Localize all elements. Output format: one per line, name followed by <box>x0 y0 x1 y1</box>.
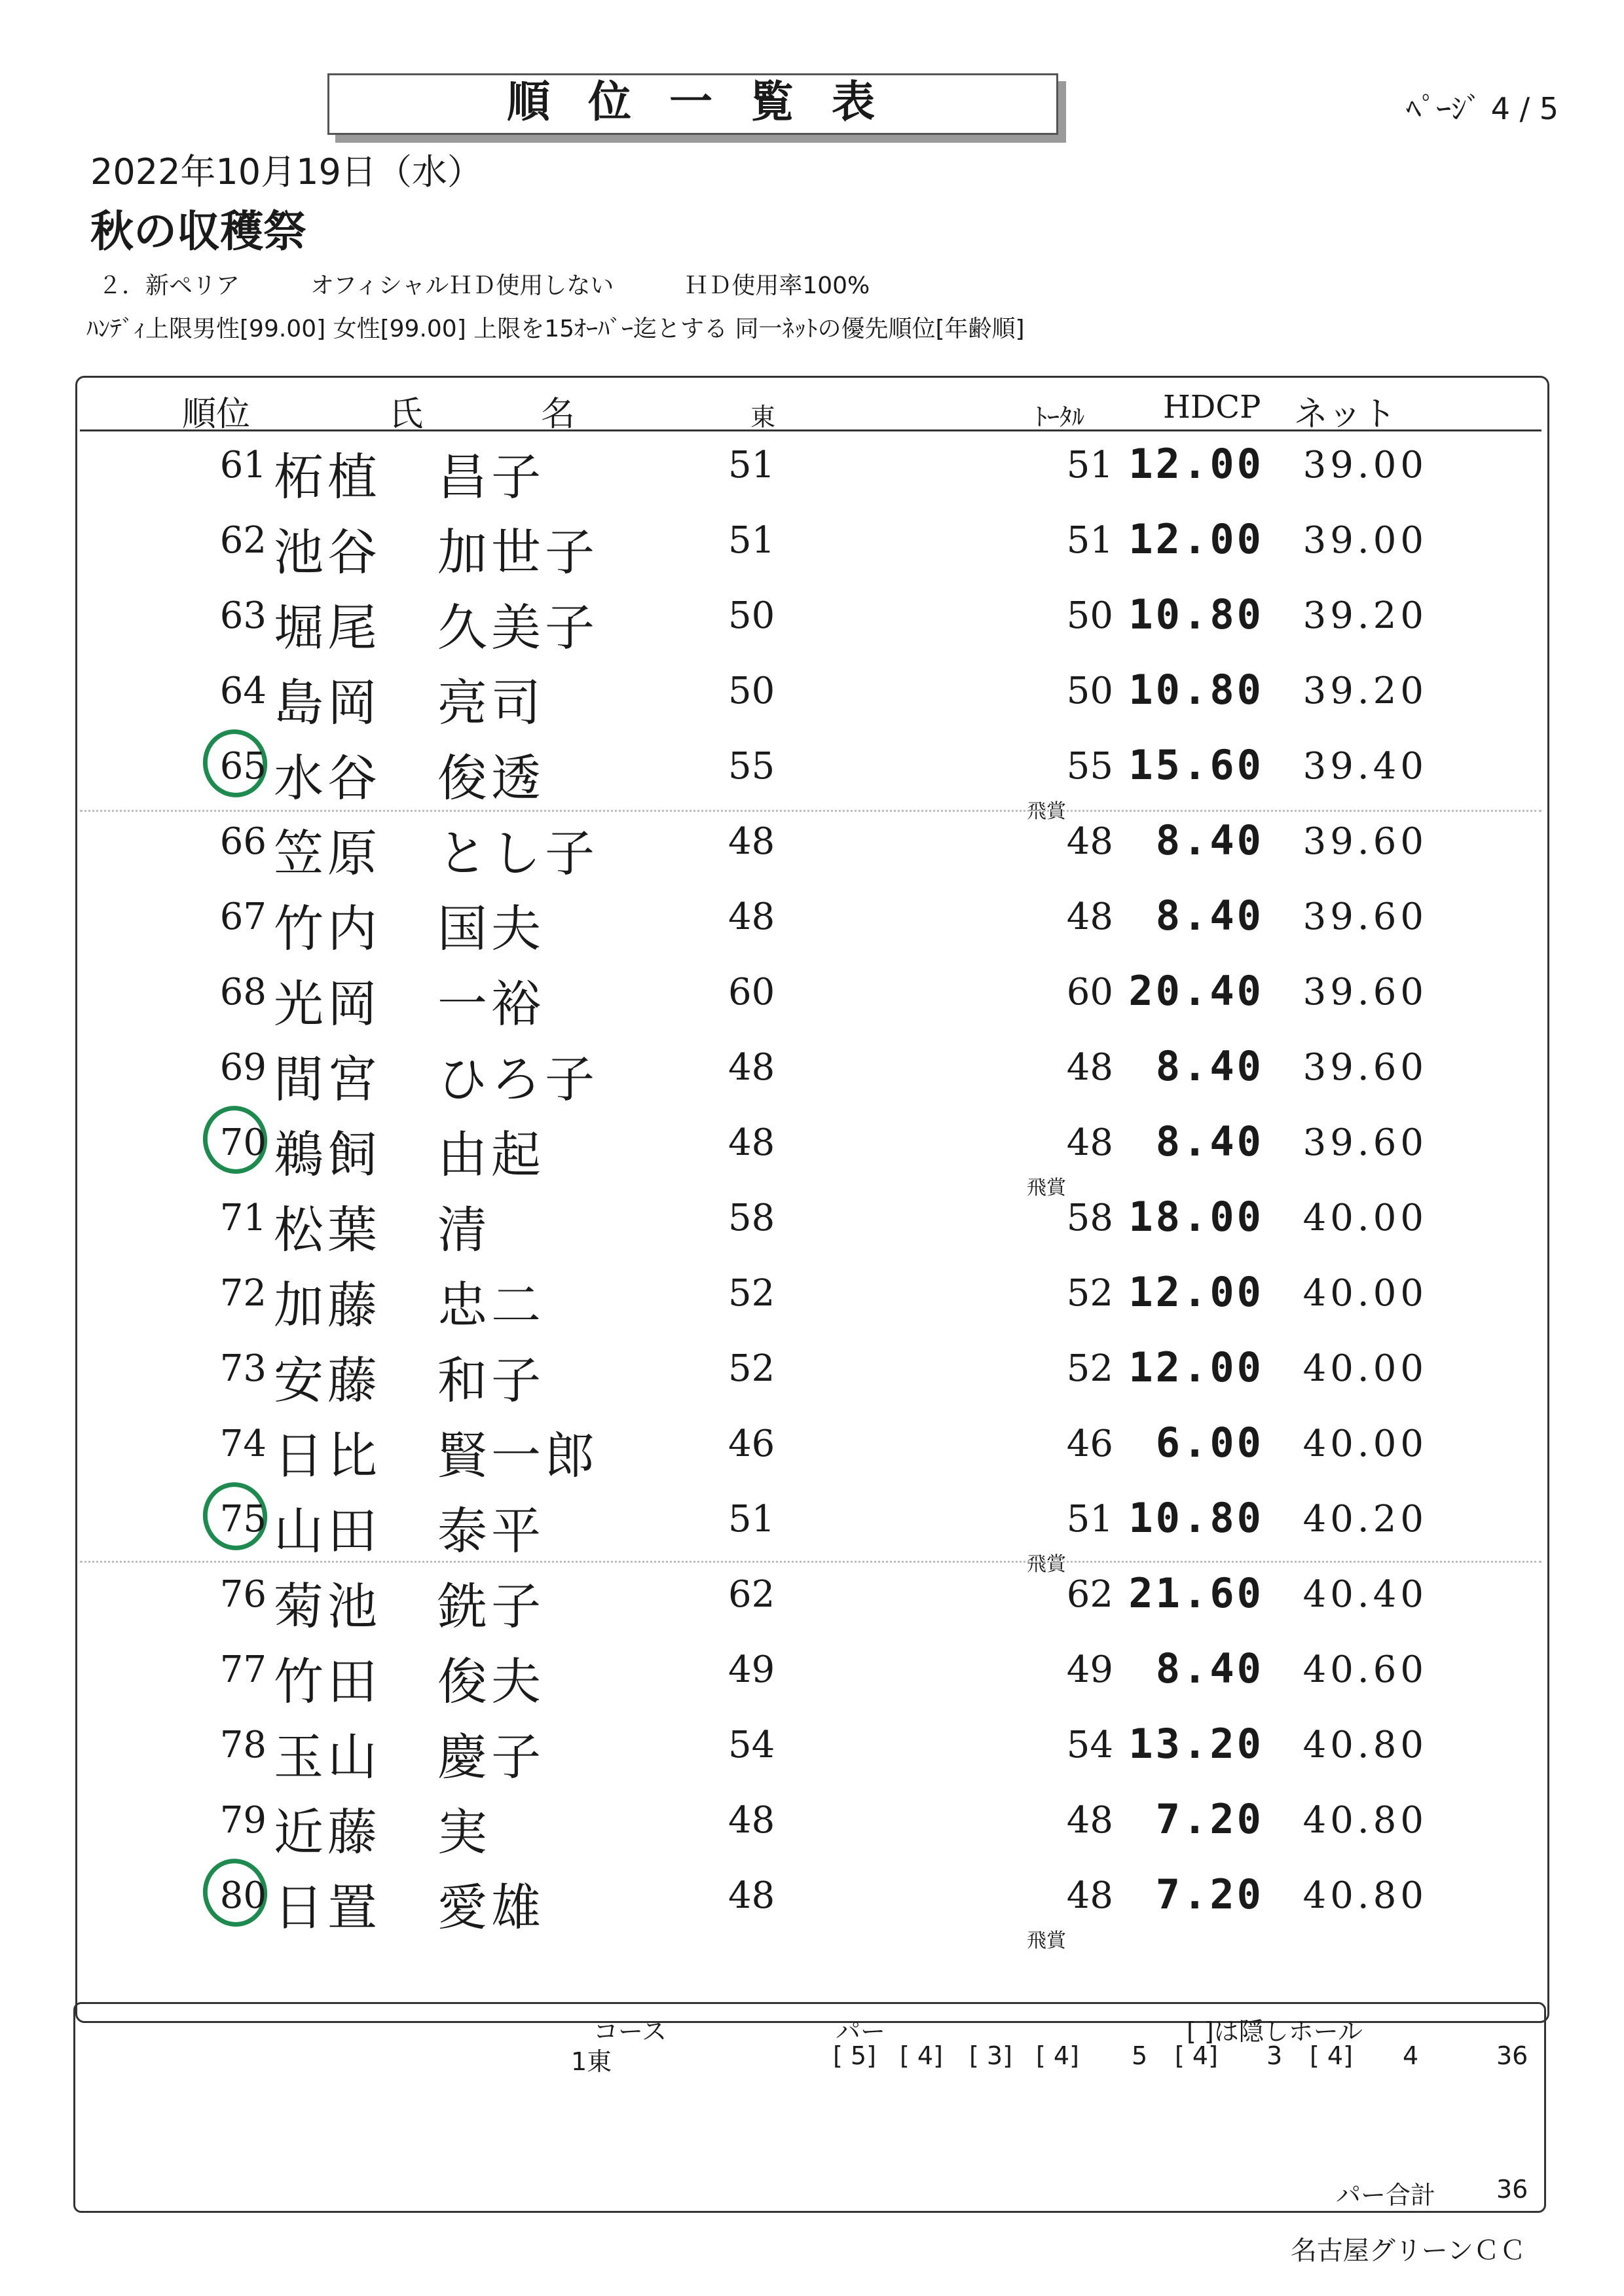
table-row <box>0 802 1624 883</box>
east-score-cell: 48 <box>728 896 775 938</box>
given-name-cell: 俊夫 <box>437 1652 545 1711</box>
prize-mark: 飛賞 <box>1027 1553 1066 1576</box>
hole-par: 4 <box>1403 2041 1419 2070</box>
table-row <box>0 1555 1624 1635</box>
rank-cell: 74 <box>219 1423 267 1465</box>
table-row <box>0 1705 1624 1786</box>
total-score-cell: 48 <box>1066 1046 1113 1089</box>
header-net: ネット <box>1294 395 1397 434</box>
surname-cell: 堀尾 <box>274 598 381 657</box>
rank-cell: 75 <box>219 1498 267 1540</box>
east-score-cell: 49 <box>728 1649 775 1691</box>
net-score-cell: 40.80 <box>1302 1724 1428 1766</box>
surname-cell: 間宮 <box>274 1050 381 1108</box>
surname-cell: 山田 <box>274 1502 381 1560</box>
hole-par: [ 5] <box>833 2041 876 2070</box>
table-row <box>0 1178 1624 1259</box>
surname-cell: 近藤 <box>274 1803 381 1861</box>
hole-par: 3 <box>1266 2041 1283 2070</box>
event-date: 2022年10月19日（水） <box>90 151 483 192</box>
total-score-cell: 48 <box>1066 896 1113 938</box>
rank-cell: 61 <box>219 444 267 486</box>
net-score-cell: 40.60 <box>1302 1649 1428 1691</box>
east-score-cell: 62 <box>728 1573 775 1616</box>
hole-par: 5 <box>1132 2041 1148 2070</box>
given-name-cell: 実 <box>437 1803 491 1861</box>
hdcp-cell: 12.00 <box>1128 515 1264 563</box>
surname-cell: 柘植 <box>274 448 381 506</box>
rank-cell: 79 <box>219 1799 267 1842</box>
net-score-cell: 39.60 <box>1302 971 1428 1013</box>
table-row <box>0 1329 1624 1410</box>
hdcp-cell: 8.40 <box>1155 816 1264 864</box>
hdcp-cell: 8.40 <box>1155 892 1264 939</box>
given-name-cell: 銑子 <box>437 1577 545 1635</box>
hole-par: [ 4] <box>1310 2041 1353 2070</box>
table-row <box>0 953 1624 1033</box>
total-score-cell: 52 <box>1066 1272 1113 1315</box>
hdcp-cell: 10.80 <box>1128 666 1264 714</box>
table-row <box>0 576 1624 657</box>
surname-cell: 竹田 <box>274 1652 381 1711</box>
given-name-cell: 由起 <box>437 1125 545 1184</box>
surname-cell: 光岡 <box>274 975 381 1033</box>
hole-par: [ 4] <box>900 2041 943 2070</box>
east-score-cell: 52 <box>728 1347 775 1390</box>
surname-cell: 菊池 <box>274 1577 381 1635</box>
hdcp-cell: 21.60 <box>1128 1569 1264 1617</box>
total-score-cell: 50 <box>1066 594 1113 637</box>
page-title: 順位一覧表 <box>507 77 913 127</box>
surname-cell: 鵜飼 <box>274 1125 381 1184</box>
net-score-cell: 39.20 <box>1302 670 1428 712</box>
surname-cell: 加藤 <box>274 1276 381 1334</box>
header-name-2: 名 <box>541 395 576 434</box>
table-row <box>0 501 1624 581</box>
hdcp-cell: 15.60 <box>1128 741 1264 789</box>
surname-cell: 安藤 <box>274 1351 381 1410</box>
hdcp-cell: 20.40 <box>1128 967 1264 1015</box>
total-score-cell: 60 <box>1066 971 1113 1013</box>
east-score-cell: 60 <box>728 971 775 1013</box>
table-row <box>0 727 1624 823</box>
header-rank: 順位 <box>182 395 251 434</box>
rank-cell: 65 <box>219 745 267 788</box>
total-score-cell: 55 <box>1066 745 1113 788</box>
given-name-cell: 和子 <box>437 1351 545 1410</box>
rank-cell: 80 <box>219 1874 267 1917</box>
total-score-cell: 62 <box>1066 1573 1113 1616</box>
east-score-cell: 48 <box>728 1121 775 1164</box>
total-score-cell: 49 <box>1066 1649 1113 1691</box>
hdcp-cell: 8.40 <box>1155 1118 1264 1165</box>
given-name-cell: 国夫 <box>437 900 545 958</box>
course-name: 1東 <box>571 2047 612 2076</box>
given-name-cell: 昌子 <box>437 448 545 506</box>
east-score-cell: 51 <box>728 1498 775 1540</box>
surname-cell: 島岡 <box>274 674 381 732</box>
net-score-cell: 39.00 <box>1302 519 1428 562</box>
rank-cell: 62 <box>219 519 267 562</box>
hdcp-cell: 7.20 <box>1155 1795 1264 1843</box>
hdcp-cell: 7.20 <box>1155 1870 1264 1918</box>
header-total: ﾄｰﾀﾙ <box>1035 403 1085 431</box>
table-row <box>0 1028 1624 1108</box>
total-score-cell: 48 <box>1066 1874 1113 1917</box>
course-label: コース <box>593 2017 667 2046</box>
total-score-cell: 51 <box>1066 444 1113 486</box>
hdcp-cell: 10.80 <box>1128 1494 1264 1542</box>
net-score-cell: 40.00 <box>1302 1197 1428 1239</box>
hdcp-cell: 10.80 <box>1128 591 1264 638</box>
rank-cell: 68 <box>219 971 267 1013</box>
hdcp-cell: 12.00 <box>1128 1343 1264 1391</box>
net-score-cell: 39.60 <box>1302 820 1428 863</box>
settings-line-2: ﾊﾝﾃﾞｨ上限男性[99.00] 女性[99.00] 上限を15ｵｰﾊﾞｰ迄とする 同一ﾈｯﾄの優先順位[年齢順] <box>86 316 1025 342</box>
total-score-cell: 50 <box>1066 670 1113 712</box>
rank-cell: 67 <box>219 896 267 938</box>
given-name-cell: 泰平 <box>437 1502 545 1560</box>
hdcp-cell: 12.00 <box>1128 1268 1264 1316</box>
given-name-cell: 慶子 <box>437 1728 545 1786</box>
total-score-cell: 46 <box>1066 1423 1113 1465</box>
table-row <box>0 1103 1624 1199</box>
given-name-cell: 愛雄 <box>437 1878 545 1937</box>
east-score-cell: 48 <box>728 1874 775 1917</box>
prize-mark: 飛賞 <box>1027 1176 1066 1199</box>
prize-mark: 飛賞 <box>1027 800 1066 823</box>
table-row <box>0 1630 1624 1711</box>
east-score-cell: 51 <box>728 519 775 562</box>
net-score-cell: 40.80 <box>1302 1799 1428 1842</box>
table-row <box>0 1404 1624 1485</box>
given-name-cell: 一裕 <box>437 975 545 1033</box>
given-name-cell: 亮司 <box>437 674 545 732</box>
total-score-cell: 58 <box>1066 1197 1113 1239</box>
rank-cell: 64 <box>219 670 267 712</box>
net-score-cell: 39.40 <box>1302 745 1428 788</box>
hdcp-cell: 8.40 <box>1155 1645 1264 1692</box>
given-name-cell: 忠二 <box>437 1276 545 1334</box>
table-row <box>0 1856 1624 1952</box>
total-score-cell: 51 <box>1066 1498 1113 1540</box>
net-score-cell: 39.60 <box>1302 1046 1428 1089</box>
given-name-cell: 久美子 <box>437 598 599 657</box>
table-row <box>0 1254 1624 1334</box>
rank-cell: 73 <box>219 1347 267 1390</box>
surname-cell: 松葉 <box>274 1201 381 1259</box>
rank-cell: 63 <box>219 594 267 637</box>
rank-cell: 72 <box>219 1272 267 1315</box>
table-row <box>0 651 1624 732</box>
net-score-cell: 39.20 <box>1302 594 1428 637</box>
east-score-cell: 54 <box>728 1724 775 1766</box>
given-name-cell: とし子 <box>437 824 599 883</box>
total-score-cell: 48 <box>1066 1121 1113 1164</box>
net-score-cell: 39.00 <box>1302 444 1428 486</box>
table-row <box>0 1480 1624 1576</box>
surname-cell: 水谷 <box>274 749 381 807</box>
hole-par: [ 4] <box>1175 2041 1218 2070</box>
rank-cell: 76 <box>219 1573 267 1616</box>
total-score-cell: 52 <box>1066 1347 1113 1390</box>
rank-cell: 66 <box>219 820 267 863</box>
par-total-label: パー合計 <box>1336 2181 1436 2210</box>
net-score-cell: 40.00 <box>1302 1272 1428 1315</box>
club-name: 名古屋グリーンＣＣ <box>1290 2236 1526 2266</box>
rank-cell: 78 <box>219 1724 267 1766</box>
surname-cell: 竹内 <box>274 900 381 958</box>
prize-mark: 飛賞 <box>1027 1929 1066 1952</box>
table-row <box>0 877 1624 958</box>
net-score-cell: 40.80 <box>1302 1874 1428 1917</box>
hole-par: [ 3] <box>969 2041 1012 2070</box>
given-name-cell: 俊透 <box>437 749 545 807</box>
surname-cell: 玉山 <box>274 1728 381 1786</box>
settings-line-1: ２．新ペリア オフィシャルＨＤ使用しない ＨＤ使用率100% <box>98 272 870 299</box>
table-row <box>0 1781 1624 1861</box>
page-indicator: ﾍﾟｰｼﾞ 4 / 5 <box>1406 91 1559 126</box>
hdcp-cell: 18.00 <box>1128 1193 1264 1241</box>
east-score-cell: 50 <box>728 594 775 637</box>
east-score-cell: 48 <box>728 1799 775 1842</box>
rank-cell: 77 <box>219 1649 267 1691</box>
given-name-cell: 清 <box>437 1201 491 1259</box>
header-hdcp: HDCP <box>1163 389 1261 426</box>
net-score-cell: 40.20 <box>1302 1498 1428 1540</box>
header-east: 東 <box>750 403 776 431</box>
hdcp-cell: 13.20 <box>1128 1720 1264 1768</box>
surname-cell: 日置 <box>274 1878 381 1937</box>
par-label: パー <box>836 2017 886 2046</box>
given-name-cell: 加世子 <box>437 523 599 581</box>
group-separator <box>80 1561 1541 1563</box>
header-name-1: 氏 <box>389 395 424 434</box>
surname-cell: 日比 <box>274 1427 381 1485</box>
rank-cell: 70 <box>219 1121 267 1164</box>
group-separator <box>80 810 1541 812</box>
east-score-cell: 55 <box>728 745 775 788</box>
net-score-cell: 40.40 <box>1302 1573 1428 1616</box>
east-score-cell: 48 <box>728 1046 775 1089</box>
total-score-cell: 54 <box>1066 1724 1113 1766</box>
total-score-cell: 48 <box>1066 1799 1113 1842</box>
hidden-hole-note: [ ]は隠しホール <box>1187 2017 1363 2046</box>
net-score-cell: 39.60 <box>1302 1121 1428 1164</box>
total-score-cell: 48 <box>1066 820 1113 863</box>
par-row-total: 36 <box>1496 2041 1528 2070</box>
surname-cell: 笠原 <box>274 824 381 883</box>
rank-cell: 71 <box>219 1197 267 1239</box>
east-score-cell: 52 <box>728 1272 775 1315</box>
surname-cell: 池谷 <box>274 523 381 581</box>
par-total: 36 <box>1496 2175 1528 2204</box>
hdcp-cell: 8.40 <box>1155 1042 1264 1090</box>
event-name: 秋の収穫祭 <box>90 206 306 257</box>
table-row <box>0 426 1624 506</box>
rank-cell: 69 <box>219 1046 267 1089</box>
east-score-cell: 58 <box>728 1197 775 1239</box>
hole-par: [ 4] <box>1036 2041 1079 2070</box>
east-score-cell: 48 <box>728 820 775 863</box>
given-name-cell: ひろ子 <box>437 1050 599 1108</box>
east-score-cell: 50 <box>728 670 775 712</box>
net-score-cell: 40.00 <box>1302 1347 1428 1390</box>
east-score-cell: 51 <box>728 444 775 486</box>
net-score-cell: 39.60 <box>1302 896 1428 938</box>
total-score-cell: 51 <box>1066 519 1113 562</box>
east-score-cell: 46 <box>728 1423 775 1465</box>
hdcp-cell: 12.00 <box>1128 440 1264 488</box>
hdcp-cell: 6.00 <box>1155 1419 1264 1467</box>
net-score-cell: 40.00 <box>1302 1423 1428 1465</box>
given-name-cell: 賢一郎 <box>437 1427 599 1485</box>
